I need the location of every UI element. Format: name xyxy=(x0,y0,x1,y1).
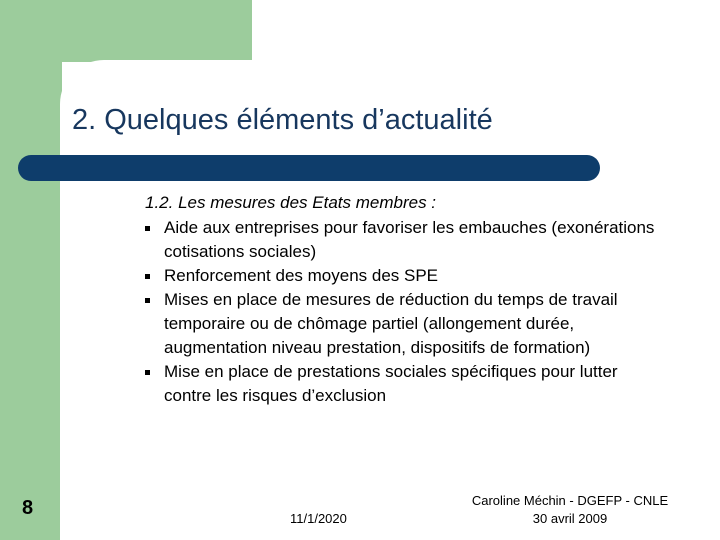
slide-title: 2. Quelques éléments d’actualité xyxy=(72,104,493,136)
bullet-text: Renforcement des moyens des SPE xyxy=(164,266,439,285)
slide-number: 8 xyxy=(22,497,34,519)
square-bullet-icon xyxy=(145,274,150,279)
bullet-item xyxy=(145,216,665,264)
bullet-text: Mise en place de prestations sociales spécifiques pour lutter contre les risques d’exclusion xyxy=(164,362,618,405)
bullet-text: Aide aux entreprises pour favoriser les embauches (exonérations cotisations sociales) xyxy=(164,218,655,261)
bullet-item xyxy=(145,360,665,408)
bullet-item xyxy=(145,264,665,288)
bullet-text: Mises en place de mesures de réduction du temps de travail temporaire ou de chômage partiel (allongement durée, augmentation niveau prestation, dispositifs de formation) xyxy=(164,290,618,357)
slide-content xyxy=(145,191,665,408)
footer-credit xyxy=(450,492,690,528)
footer-credit-line: 30 avril 2009 xyxy=(532,511,608,526)
decorative-green-block-left xyxy=(0,0,62,540)
footer-credit-line: Caroline Méchin - DGEFP - CNLE xyxy=(471,493,669,508)
square-bullet-icon xyxy=(145,298,150,303)
square-bullet-icon xyxy=(145,226,150,231)
section-subheading: 1.2. Les mesures des Etats membres : xyxy=(145,193,437,212)
square-bullet-icon xyxy=(145,370,150,375)
title-underline-bar xyxy=(18,155,600,181)
bullet-list xyxy=(145,216,665,408)
bullet-item xyxy=(145,288,665,360)
footer-date: 11/1/2020 xyxy=(290,511,347,526)
